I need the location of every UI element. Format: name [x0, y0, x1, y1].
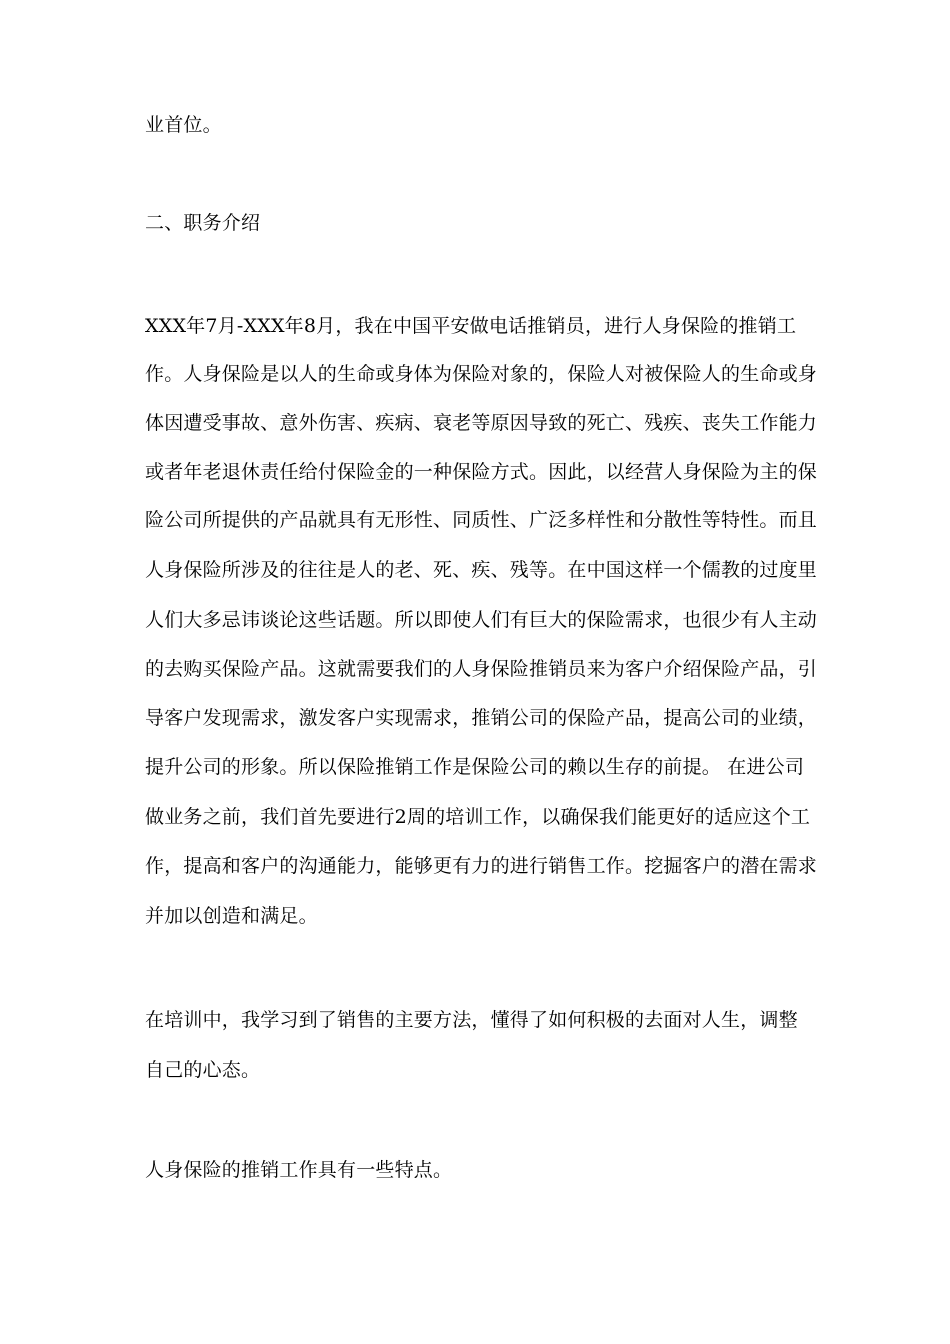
paragraph-line: XXX年7月-XXX年8月，我在中国平安做电话推销员，进行人身保险的推销工 [145, 315, 797, 337]
paragraph-line: 或者年老退休责任给付保险金的一种保险方式。因此，以经营人身保险为主的保 [145, 461, 818, 483]
section-heading: 二、职务介绍 [145, 212, 261, 234]
paragraph-line: 人身保险的推销工作具有一些特点。 [145, 1159, 453, 1181]
paragraph-line: 并加以创造和满足。 [145, 905, 318, 927]
paragraph-line: 提升公司的形象。所以保险推销工作是保险公司的赖以生存的前提。 在进公司 [145, 756, 805, 778]
paragraph-line: 导客户发现需求，激发客户实现需求，推销公司的保险产品，提高公司的业绩， [145, 707, 818, 729]
paragraph-line: 在培训中，我学习到了销售的主要方法，懂得了如何积极的去面对人生，调整 [145, 1009, 798, 1031]
paragraph-line: 的去购买保险产品。这就需要我们的人身保险推销员来为客户介绍保险产品，引 [145, 658, 818, 680]
paragraph-line: 人们大多忌讳谈论这些话题。所以即使人们有巨大的保险需求，也很少有人主动 [145, 609, 818, 631]
paragraph-line: 作。人身保险是以人的生命或身体为保险对象的，保险人对被保险人的生命或身 [145, 363, 818, 385]
paragraph-line: 体因遭受事故、意外伤害、疾病、衰老等原因导致的死亡、残疾、丧失工作能力 [145, 412, 818, 434]
paragraph-line: 作，提高和客户的沟通能力，能够更有力的进行销售工作。挖掘客户的潜在需求 [145, 855, 818, 877]
paragraph-line: 人身保险所涉及的往往是人的老、死、疾、残等。在中国这样一个儒教的过度里 [145, 559, 818, 581]
paragraph-line: 做业务之前，我们首先要进行2周的培训工作，以确保我们能更好的适应这个工 [145, 806, 811, 828]
paragraph-line: 险公司所提供的产品就具有无形性、同质性、广泛多样性和分散性等特性。而且 [145, 509, 818, 531]
paragraph-line: 自己的心态。 [145, 1059, 261, 1081]
paragraph-line: 业首位。 [145, 114, 222, 136]
